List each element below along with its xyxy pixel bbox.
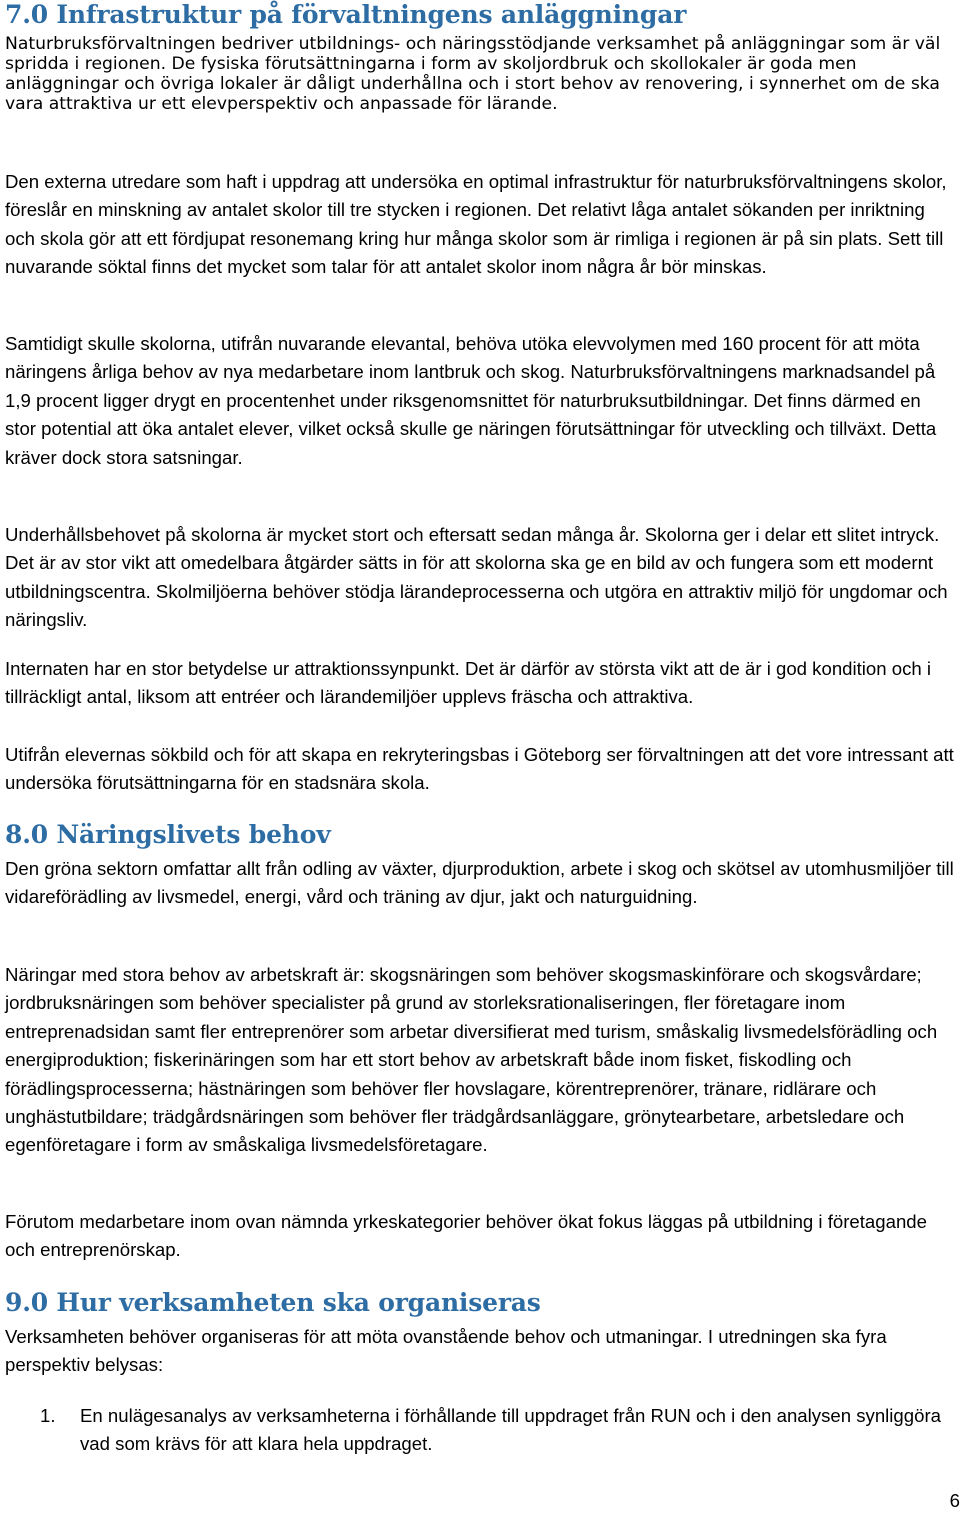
- list-item: [40, 1402, 955, 1459]
- section-heading-9: 9.0 Hur verksamheten ska organiseras: [5, 1288, 541, 1317]
- paragraph: Den externa utredare som haft i uppdrag att undersöka en optimal infrastruktur för naturbruksförvaltningens skolor, föreslår en minskning av antalet skolor till tre stycken i regionen. Det relativt låga antalet sökanden per inriktning och skola gör att ett fördjupat resonemang kring hur många skolor som är rimliga i regionen är på sin plats. Sett till nuvarande söktal finns det mycket som talar för att antalet skolor inom några år bör minskas.: [5, 171, 947, 278]
- paragraph: Underhållsbehovet på skolorna är mycket stort och eftersatt sedan många år. Skolorna ger i delar ett slitet intryck. Det är av stor vikt att omedelbara åtgärder sätts in för att skolorna ska ge en bild av och fungera som ett modernt utbildningscentra. Skolmiljöerna behöver stödja lärandeprocesserna och utgöra en attraktiv miljö för ungdomar och näringsliv.: [5, 524, 948, 631]
- paragraph: Utifrån elevernas sökbild och för att skapa en rekryteringsbas i Göteborg ser förvaltningen att det vore intressant att undersöka förutsättningarna för en stadsnära skola.: [5, 744, 954, 794]
- list-item-number: 1.: [40, 1405, 56, 1426]
- paragraph: Samtidigt skulle skolorna, utifrån nuvarande elevantal, behöva utöka elevvolymen med 160 procent för att möta näringens årliga behov av nya medarbetare inom lantbruk och skog. Naturbruksförvaltningens marknadsandel på 1,9 procent ligger drygt en procentenhet under riksgenomsnittet för naturbruksutbildningar. Det finns därmed en stor potential att öka antalet elever, vilket också skulle ge näringen förutsättningar för utveckling och tillväxt. Detta kräver dock stora satsningar.: [5, 333, 937, 468]
- section-heading-8: 8.0 Näringslivets behov: [5, 820, 331, 849]
- section-heading-7: 7.0 Infrastruktur på förvaltningens anläggningar: [5, 0, 687, 29]
- paragraph: Den gröna sektorn omfattar allt från odling av växter, djurproduktion, arbete i skog och skötsel av utomhusmiljöer till vidareförädling av livsmedel, energi, vård och träning av djur, jakt och naturguidning.: [5, 858, 954, 908]
- paragraph: Internaten har en stor betydelse ur attraktionssynpunkt. Det är därför av största vikt att de är i god kondition och i tillräckligt antal, liksom att entréer och lärandemiljöer upplevs fräscha och attraktiva.: [5, 658, 932, 708]
- paragraph: Förutom medarbetare inom ovan nämnda yrkeskategorier behöver ökat fokus läggas på utbildning i företagande och entreprenörskap.: [5, 1211, 927, 1261]
- numbered-list: [40, 1402, 955, 1459]
- list-item-text: En nulägesanalys av verksamheterna i förhållande till uppdraget från RUN och i den analysen synliggöra vad som krävs för att klara hela uppdraget.: [80, 1405, 941, 1455]
- paragraph: Naturbruksförvaltningen bedriver utbildnings- och näringsstödjande verksamhet på anläggningar som är väl spridda i regionen. De fysiska förutsättningarna i form av skoljordbruk och skollokaler är goda men anläggningar och övriga lokaler är dåligt underhållna och i stort behov av renovering, i synnerhet om de ska vara attraktiva ur ett elevperspektiv och anpassade för lärande.: [5, 34, 941, 114]
- page-number: 6: [949, 1490, 960, 1511]
- paragraph: Verksamheten behöver organiseras för att möta ovanstående behov och utmaningar. I utredningen ska fyra perspektiv belysas:: [5, 1326, 887, 1376]
- paragraph: Näringar med stora behov av arbetskraft är: skogsnäringen som behöver skogsmaskinförare och skogsvårdare; jordbruksnäringen som behöver specialister på grund av storleksrationaliseringen, fler företagare inom entreprenadsidan samt fler entreprenörer som arbetar diversifierat med turism, småskalig livsmedelsförädling och energiproduktion; fiskerinäringen som har ett stort behov av arbetskraft både inom fisket, fiskodling och förädlingsprocesserna; hästnäringen som behöver fler hovslagare, körentreprenörer, tränare, ridlärare och unghästutbildare; trädgårdsnäringen som behöver fler trädgårdsanläggare, grönytearbetare, arbetsledare och egenföretagare i form av småskaliga livsmedelsföretagare.: [5, 964, 938, 1156]
